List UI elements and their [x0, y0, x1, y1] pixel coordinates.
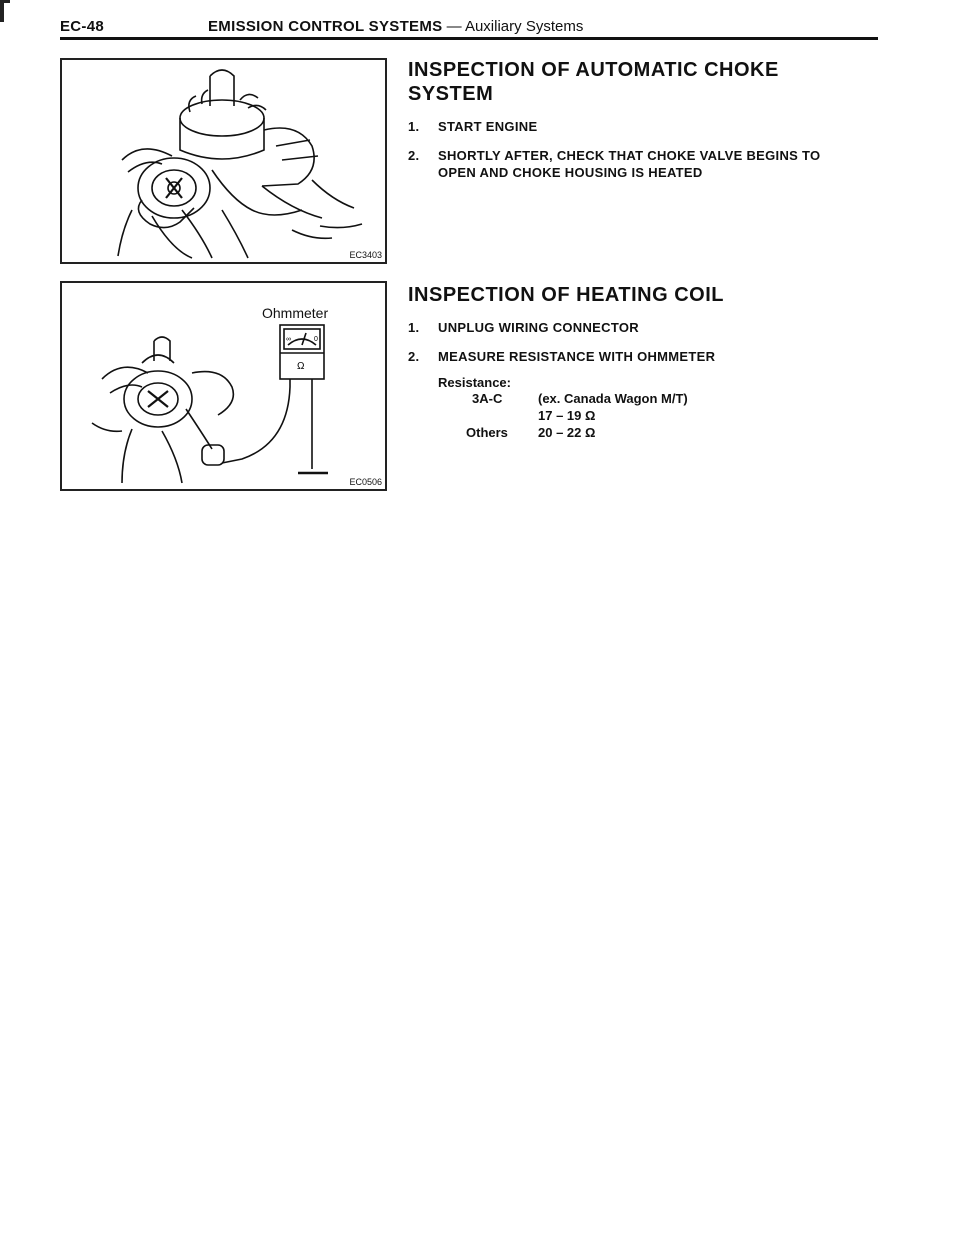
step-item — [408, 147, 828, 181]
page-header — [60, 14, 878, 40]
step-item — [408, 348, 878, 365]
page-number: EC-48 — [60, 18, 105, 35]
spec-row — [408, 424, 878, 441]
resistance-label: Resistance: — [438, 375, 511, 390]
step-text: UNPLUG WIRING CONNECTOR — [438, 320, 639, 335]
spec-value: (ex. Canada Wagon M/T) — [538, 391, 688, 406]
figure-code: EC3403 — [349, 250, 382, 260]
meter-scale-right: 0 — [314, 336, 318, 343]
step-item — [408, 319, 878, 336]
spec-row — [408, 390, 878, 407]
carburetor-illustration — [62, 60, 385, 262]
steps-list — [408, 118, 878, 181]
step-number: 1. — [408, 320, 420, 335]
step-number: 2. — [408, 349, 420, 364]
section-subtitle: — Auxiliary Systems — [446, 18, 584, 35]
figure-ohmmeter-test — [60, 281, 387, 491]
page-corner-mark — [0, 0, 10, 22]
figure-code: EC0506 — [349, 477, 382, 487]
step-text: SHORTLY AFTER, CHECK THAT CHOKE VALVE BEGINS TO OPEN AND CHOKE HOUSING IS HEATED — [438, 148, 821, 180]
step-text: START ENGINE — [438, 119, 538, 134]
ohmmeter-illustration — [62, 283, 385, 489]
figure-choke-carburetor — [60, 58, 387, 264]
section-title: EMISSION CONTROL SYSTEMS — [208, 18, 443, 35]
meter-scale-left: ∞ — [286, 336, 291, 343]
steps-list — [408, 319, 878, 365]
spec-key: 3A-C — [472, 391, 503, 406]
section-heading: INSPECTION OF HEATING COIL — [408, 284, 724, 306]
header-rule — [60, 37, 878, 40]
spec-value: 17 – 19 Ω — [538, 408, 596, 423]
step-number: 1. — [408, 119, 420, 134]
section-automatic-choke — [408, 58, 878, 181]
section-heading: INSPECTION OF AUTOMATIC CHOKE SYSTEM — [408, 59, 779, 105]
step-item — [408, 118, 878, 135]
spec-key: Others — [466, 425, 508, 440]
running-head — [208, 18, 583, 35]
step-number: 2. — [408, 148, 420, 163]
spec-row — [408, 407, 878, 424]
meter-unit: Ω — [297, 361, 305, 372]
section-heating-coil — [408, 283, 878, 441]
ohmmeter-label: Ohmmeter — [262, 305, 329, 321]
spec-value: 20 – 22 Ω — [538, 425, 596, 440]
step-text: MEASURE RESISTANCE WITH OHMMETER — [438, 349, 716, 364]
